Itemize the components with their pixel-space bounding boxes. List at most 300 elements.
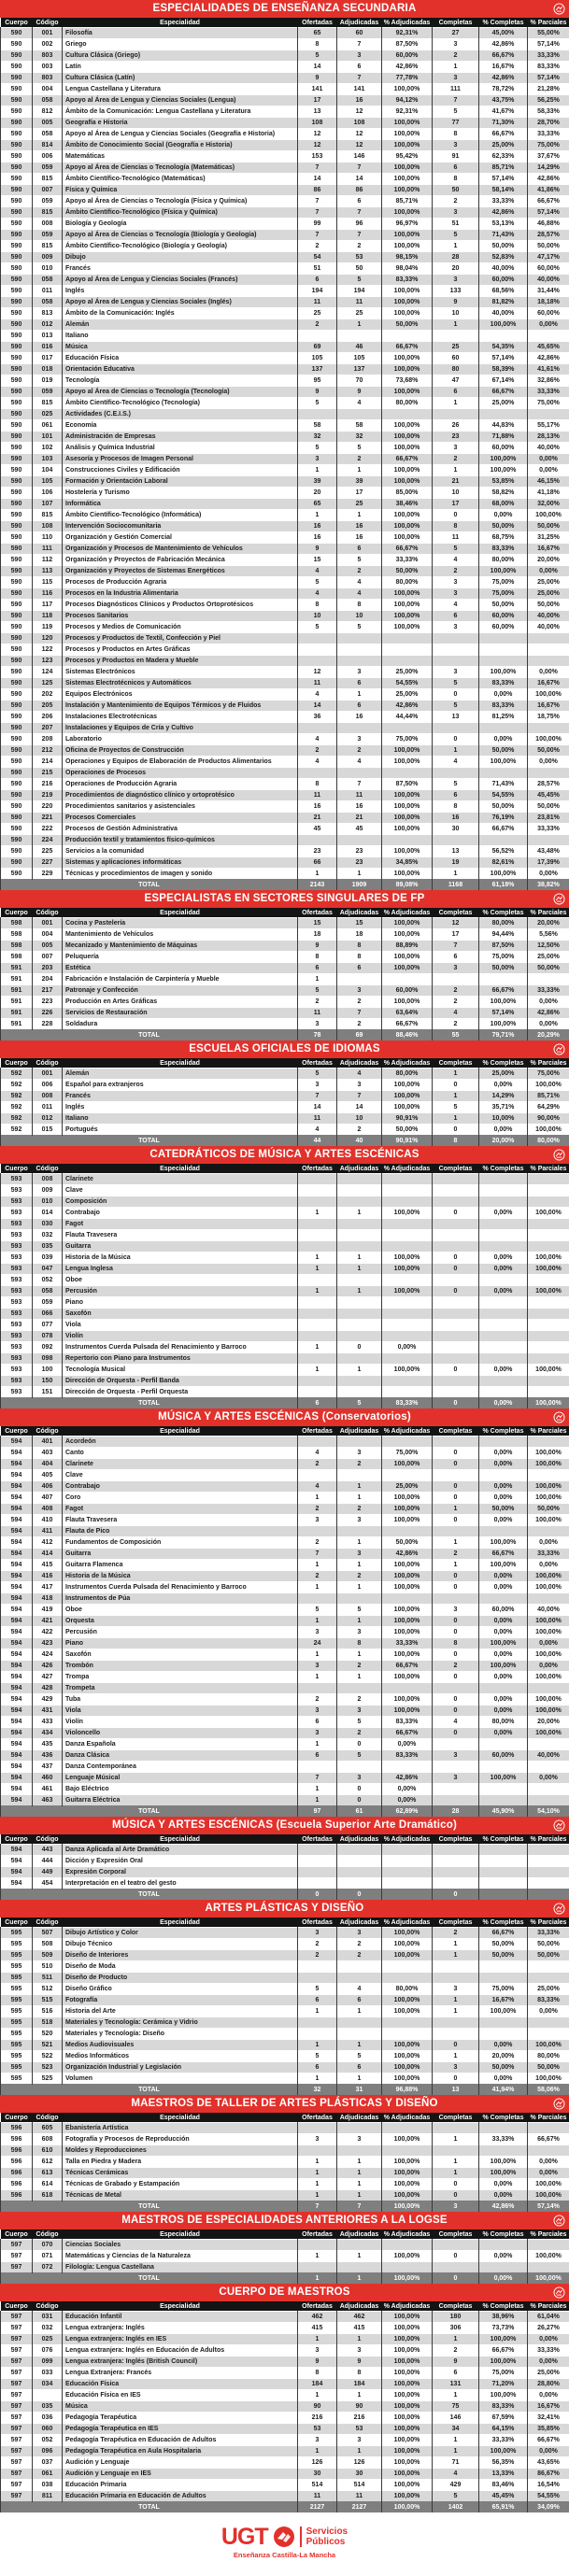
total-value-cell: 62,89% (382, 1806, 433, 1818)
org-line1: Servicios (306, 2526, 348, 2537)
value-cell: 100,00% (528, 1459, 569, 1470)
value-cell: 411 (33, 1526, 63, 1537)
value-cell: 3 (337, 1448, 382, 1459)
value-cell (528, 723, 569, 734)
value-cell (298, 409, 337, 420)
total-label: TOTAL (1, 2085, 298, 2096)
value-cell: 12 (337, 140, 382, 151)
value-cell: 66,67% (382, 1661, 433, 1672)
value-cell: 100,00% (382, 2051, 433, 2062)
value-cell: 43,75% (479, 95, 528, 106)
value-cell: 031 (33, 2312, 63, 2323)
value-cell: 100,00% (382, 1616, 433, 1627)
value-cell (528, 1526, 569, 1537)
section-header (0, 1146, 569, 1164)
value-cell: 91 (433, 151, 479, 163)
value-cell: 100,00% (528, 1515, 569, 1526)
value-cell: 590 (1, 420, 33, 432)
value-cell: 594 (1, 1515, 33, 1526)
column-header: % Adjudicadas (382, 1834, 433, 1845)
value-cell: 098 (33, 1353, 63, 1365)
table-row (1, 342, 569, 353)
value-cell (298, 1878, 337, 1890)
value-cell: 100,00% (528, 1694, 569, 1706)
value-cell: 100,00% (382, 207, 433, 219)
value-cell (382, 2017, 433, 2029)
table-row (1, 2157, 569, 2168)
value-cell: 54,35% (479, 342, 528, 353)
column-header-row (1, 2301, 569, 2312)
value-cell: 0 (433, 1493, 479, 1504)
table-row (1, 1984, 569, 1995)
value-cell (382, 409, 433, 420)
value-cell: 815 (33, 174, 63, 185)
value-cell: 590 (1, 28, 33, 39)
total-value-cell: 1 (298, 2273, 337, 2285)
value-cell: 100,00% (382, 2334, 433, 2345)
especialidad-cell: Francés (63, 263, 298, 275)
value-cell: 100,00% (479, 465, 528, 476)
table-row (1, 2262, 569, 2273)
table-row (1, 622, 569, 633)
value-cell: 100,00% (479, 2006, 528, 2017)
value-cell: 597 (1, 2424, 33, 2435)
column-header: % Completas (479, 18, 528, 28)
table-row (1, 118, 569, 129)
value-cell (337, 1973, 382, 1984)
value-cell: 100,00% (479, 757, 528, 768)
value-cell: 8 (337, 941, 382, 952)
value-cell: 595 (1, 2051, 33, 2062)
value-cell: 597 (1, 2323, 33, 2334)
total-value-cell: 57,14% (528, 2201, 569, 2213)
value-cell: 3 (433, 2062, 479, 2074)
value-cell: 8 (433, 174, 479, 185)
table-row (1, 308, 569, 319)
table-row (1, 521, 569, 532)
value-cell: 100,00% (382, 600, 433, 611)
value-cell: 100,00% (382, 2312, 433, 2323)
value-cell: 0 (433, 1728, 479, 1739)
total-value-cell: 0,00% (479, 1398, 528, 1409)
value-cell: 100,00% (382, 2345, 433, 2357)
table-row (1, 106, 569, 118)
table-row (1, 275, 569, 286)
value-cell (382, 1185, 433, 1196)
total-value-cell: 0,00% (479, 2273, 528, 2285)
value-cell: 0,00% (479, 1694, 528, 1706)
value-cell: 590 (1, 712, 33, 723)
value-cell: 3 (298, 2345, 337, 2357)
especialidad-cell: Laboratorio (63, 734, 298, 745)
value-cell (382, 723, 433, 734)
total-row (1, 1890, 569, 1901)
value-cell (433, 1739, 479, 1750)
value-cell: 100,00% (382, 140, 433, 151)
column-header: Código (33, 1834, 63, 1845)
section-header (0, 2212, 569, 2229)
value-cell: 25,00% (479, 1069, 528, 1080)
table-row (1, 331, 569, 342)
table-row (1, 611, 569, 622)
value-cell: 100,00% (382, 476, 433, 488)
value-cell: 216 (298, 2413, 337, 2424)
total-value-cell: 100,00% (382, 2273, 433, 2285)
section-table (0, 1918, 569, 2095)
value-cell: 95,42% (382, 151, 433, 163)
value-cell: 75,00% (479, 2368, 528, 2379)
column-header: Código (33, 18, 63, 28)
value-cell: 590 (1, 84, 33, 95)
value-cell: 126 (337, 2457, 382, 2469)
value-cell: 516 (33, 2006, 63, 2017)
value-cell: 100,00% (382, 869, 433, 880)
value-cell (433, 656, 479, 667)
total-value-cell: 32 (298, 2085, 337, 2096)
value-cell: 25,00% (382, 667, 433, 678)
especialidad-cell: Filosofía (63, 28, 298, 39)
value-cell: 4 (298, 757, 337, 768)
value-cell: 060 (33, 2424, 63, 2435)
value-cell (479, 1230, 528, 1241)
value-cell: 3 (298, 2435, 337, 2446)
especialidad-cell: Apoyo al Área de Ciencias o Tecnología (Física y Química) (63, 196, 298, 207)
value-cell: 590 (1, 432, 33, 443)
value-cell: 076 (33, 2345, 63, 2357)
value-cell: 590 (1, 185, 33, 196)
value-cell: 0 (433, 2179, 479, 2190)
value-cell: 38,46% (382, 499, 433, 510)
value-cell: 16 (298, 521, 337, 532)
value-cell: 217 (33, 985, 63, 997)
value-cell (528, 835, 569, 846)
table-row (1, 1080, 569, 1091)
value-cell: 590 (1, 62, 33, 73)
value-cell (479, 1342, 528, 1353)
value-cell (433, 1867, 479, 1878)
value-cell: 590 (1, 869, 33, 880)
value-cell (337, 656, 382, 667)
value-cell: 590 (1, 801, 33, 813)
especialidad-cell: Ámbito de la Comunicación: Lengua Castellana y Literatura (63, 106, 298, 118)
value-cell: 228 (33, 1019, 63, 1030)
value-cell: 57,14% (528, 73, 569, 84)
value-cell: 100,00% (528, 734, 569, 745)
especialidad-cell: Italiano (63, 1113, 298, 1125)
value-cell (337, 2240, 382, 2251)
value-cell: 590 (1, 510, 33, 521)
table-row (1, 1784, 569, 1795)
value-cell: 3 (337, 985, 382, 997)
value-cell (337, 1185, 382, 1196)
especialidad-cell: Ebanistería Artística (63, 2123, 298, 2134)
column-header: Especialidad (63, 1426, 298, 1437)
value-cell (479, 633, 528, 644)
value-cell: 429 (33, 1694, 63, 1706)
value-cell: 100,00% (479, 1773, 528, 1784)
value-cell: 224 (33, 835, 63, 846)
table-row (1, 1342, 569, 1353)
value-cell: 100,00% (382, 353, 433, 364)
value-cell (337, 1683, 382, 1694)
value-cell: 110 (33, 532, 63, 544)
value-cell: 11 (433, 532, 479, 544)
value-cell: 5 (433, 1102, 479, 1113)
especialidad-cell: Educación Primaria (63, 2480, 298, 2491)
value-cell: 111 (433, 84, 479, 95)
value-cell: 032 (33, 2323, 63, 2334)
value-cell (433, 1320, 479, 1331)
value-cell: 590 (1, 275, 33, 286)
value-cell: 595 (1, 1995, 33, 2006)
value-cell: 2 (298, 1504, 337, 1515)
value-cell: 40,00% (479, 308, 528, 319)
especialidad-cell: Producción en Artes Gráficas (63, 997, 298, 1008)
value-cell: 111 (33, 544, 63, 555)
table-row (1, 1309, 569, 1320)
especialidad-cell: Contrabajo (63, 1208, 298, 1219)
value-cell (479, 644, 528, 656)
value-cell (528, 644, 569, 656)
value-cell: 590 (1, 398, 33, 409)
value-cell: 100,00% (382, 622, 433, 633)
value-cell: 15 (337, 918, 382, 929)
value-cell: 94,44% (479, 929, 528, 941)
value-cell (528, 1241, 569, 1253)
especialidad-cell: Oboe (63, 1605, 298, 1616)
value-cell (337, 1331, 382, 1342)
value-cell: 2 (337, 997, 382, 1008)
especialidad-cell: Apoyo al Área de Ciencias o Tecnología (Tecnología) (63, 387, 298, 398)
value-cell: 1 (337, 1560, 382, 1571)
table-row (1, 1750, 569, 1762)
value-cell: 421 (33, 1616, 63, 1627)
value-cell: 100,00% (479, 1019, 528, 1030)
especialidad-cell: Viola (63, 1320, 298, 1331)
value-cell: 010 (33, 263, 63, 275)
value-cell: 100,00% (528, 1728, 569, 1739)
value-cell: 590 (1, 118, 33, 129)
value-cell: 20 (298, 488, 337, 499)
value-cell: 32,86% (528, 375, 569, 387)
total-value-cell: 100,00% (528, 2273, 569, 2285)
value-cell: 593 (1, 1342, 33, 1353)
column-header: Ofertadas (298, 908, 337, 918)
table-row (1, 2051, 569, 2062)
column-header: % Adjudicadas (382, 1058, 433, 1069)
value-cell: 100,00% (382, 174, 433, 185)
value-cell: 2 (337, 1694, 382, 1706)
value-cell: 16,54% (528, 2480, 569, 2491)
especialidad-cell: Procedimientos sanitarios y asistenciales (63, 801, 298, 813)
value-cell (298, 1973, 337, 1984)
especialidad-cell: Ámbito Científico-Tecnológico (Biología y Geología) (63, 241, 298, 252)
value-cell (382, 644, 433, 656)
value-cell: 83,46% (479, 2480, 528, 2491)
column-header: % Completas (479, 2229, 528, 2240)
especialidad-cell: Danza Aplicada al Arte Dramático (63, 1845, 298, 1856)
value-cell: 0,00% (528, 2357, 569, 2368)
value-cell (528, 1867, 569, 1878)
especialidad-cell: Ámbito Científico-Tecnológico (Informática) (63, 510, 298, 521)
value-cell: 594 (1, 1750, 33, 1762)
section-header (0, 1408, 569, 1426)
value-cell: 118 (33, 611, 63, 622)
especialidad-cell: Latín (63, 62, 298, 73)
value-cell: 5 (298, 398, 337, 409)
value-cell: 590 (1, 252, 33, 263)
table-row (1, 1593, 569, 1605)
table-row (1, 1448, 569, 1459)
value-cell: 80,00% (382, 398, 433, 409)
value-cell: 7 (337, 230, 382, 241)
value-cell: 3 (298, 1661, 337, 1672)
value-cell: 204 (33, 974, 63, 985)
value-cell: 597 (1, 2345, 33, 2357)
value-cell: 100,00% (382, 241, 433, 252)
value-cell: 81,82% (479, 297, 528, 308)
value-cell (528, 1845, 569, 1856)
value-cell: 10 (433, 308, 479, 319)
column-header: Ofertadas (298, 1426, 337, 1437)
value-cell (298, 2240, 337, 2251)
value-cell: 5 (298, 622, 337, 633)
table-row (1, 1717, 569, 1728)
value-cell: 5 (337, 1605, 382, 1616)
value-cell: 590 (1, 342, 33, 353)
value-cell (433, 1878, 479, 1890)
total-row (1, 1806, 569, 1818)
value-cell: 422 (33, 1627, 63, 1638)
value-cell: 590 (1, 353, 33, 364)
value-cell: 594 (1, 1605, 33, 1616)
value-cell (382, 2240, 433, 2251)
value-cell: 221 (33, 813, 63, 824)
total-value-cell: 80,00% (528, 1136, 569, 1147)
value-cell: 100,00% (382, 611, 433, 622)
value-cell (382, 1526, 433, 1537)
especialidad-cell: Guitarra Eléctrica (63, 1795, 298, 1806)
table-row (1, 813, 569, 824)
especialidad-cell: Materiales y Tecnología: Diseño (63, 2029, 298, 2040)
especialidad-cell: Operaciones de Procesos (63, 768, 298, 779)
value-cell: 0,00% (479, 2074, 528, 2085)
value-cell: 20 (433, 263, 479, 275)
especialidad-cell: Mecanizado y Mantenimiento de Máquinas (63, 941, 298, 952)
value-cell: 45 (337, 824, 382, 835)
value-cell: 25 (298, 308, 337, 319)
especialidad-cell: Procesos Comerciales (63, 813, 298, 824)
value-cell: 812 (33, 106, 63, 118)
value-cell (298, 2145, 337, 2157)
especialidad-cell: Lengua extranjera: Inglés (British Council) (63, 2357, 298, 2368)
section-title: ARTES PLÁSTICAS Y DISEÑO (206, 1903, 364, 1914)
value-cell: 014 (33, 1208, 63, 1219)
value-cell: 590 (1, 813, 33, 824)
value-cell: 3 (433, 275, 479, 286)
value-cell (382, 331, 433, 342)
value-cell: 032 (33, 1230, 63, 1241)
value-cell: 7 (337, 207, 382, 219)
value-cell: 512 (33, 1984, 63, 1995)
especialidad-cell: Educación Física (63, 353, 298, 364)
value-cell: 597 (1, 2379, 33, 2390)
value-cell (298, 1762, 337, 1773)
value-cell: 226 (33, 1008, 63, 1019)
value-cell (528, 1174, 569, 1185)
value-cell: 100,00% (382, 230, 433, 241)
value-cell: 593 (1, 1387, 33, 1398)
table-row (1, 588, 569, 600)
value-cell: 1 (298, 510, 337, 521)
value-cell: 69 (298, 342, 337, 353)
value-cell: 594 (1, 1537, 33, 1549)
table-row (1, 997, 569, 1008)
value-cell: 590 (1, 95, 33, 106)
value-cell (382, 1593, 433, 1605)
value-cell (433, 2029, 479, 2040)
especialidad-cell: Procesos y Medios de Comunicación (63, 622, 298, 633)
especialidad-cell: Música (63, 342, 298, 353)
total-value-cell: 42,86% (479, 2201, 528, 2213)
value-cell: 596 (1, 2168, 33, 2179)
table-row (1, 28, 569, 39)
value-cell (337, 633, 382, 644)
value-cell: 16 (298, 532, 337, 544)
total-value-cell (528, 1890, 569, 1901)
table-row (1, 1504, 569, 1515)
value-cell (382, 656, 433, 667)
ugt-roundel-icon (553, 2286, 565, 2299)
value-cell: 436 (33, 1750, 63, 1762)
value-cell: 83,33% (479, 2401, 528, 2413)
value-cell (382, 2145, 433, 2157)
table-row (1, 1845, 569, 1856)
value-cell: 7 (433, 95, 479, 106)
value-cell: 100,00% (528, 1365, 569, 1376)
value-cell: 57,14% (479, 174, 528, 185)
value-cell (433, 723, 479, 734)
table-row (1, 918, 569, 929)
value-cell: 100,00% (382, 1605, 433, 1616)
value-cell: 6 (298, 963, 337, 974)
column-header: Adjudicadas (337, 1058, 382, 1069)
especialidad-cell: Sistemas Electrónicos (63, 667, 298, 678)
value-cell: 462 (298, 2312, 337, 2323)
section-title: ESPECIALISTAS EN SECTORES SINGULARES DE FP (145, 893, 425, 904)
value-cell: 594 (1, 1694, 33, 1706)
value-cell (433, 1185, 479, 1196)
value-cell: 418 (33, 1593, 63, 1605)
value-cell (337, 1526, 382, 1537)
especialidad-cell: Matemáticas y Ciencias de la Naturaleza (63, 2251, 298, 2262)
value-cell: 66 (298, 857, 337, 869)
value-cell: 591 (1, 997, 33, 1008)
value-cell: 100,00% (382, 2379, 433, 2390)
value-cell: 23 (433, 432, 479, 443)
value-cell: 594 (1, 1549, 33, 1560)
table-row (1, 1459, 569, 1470)
total-value-cell: 58,06% (528, 2085, 569, 2096)
especialidad-cell: Actividades (C.E.I.S.) (63, 409, 298, 420)
value-cell: 120 (33, 633, 63, 644)
value-cell: 594 (1, 1762, 33, 1773)
total-value-cell: 0 (337, 1890, 382, 1901)
value-cell: 0 (433, 1694, 479, 1706)
especialidad-cell: Lenguaje Músical (63, 1773, 298, 1784)
value-cell: 596 (1, 2134, 33, 2145)
value-cell: 443 (33, 1845, 63, 1856)
